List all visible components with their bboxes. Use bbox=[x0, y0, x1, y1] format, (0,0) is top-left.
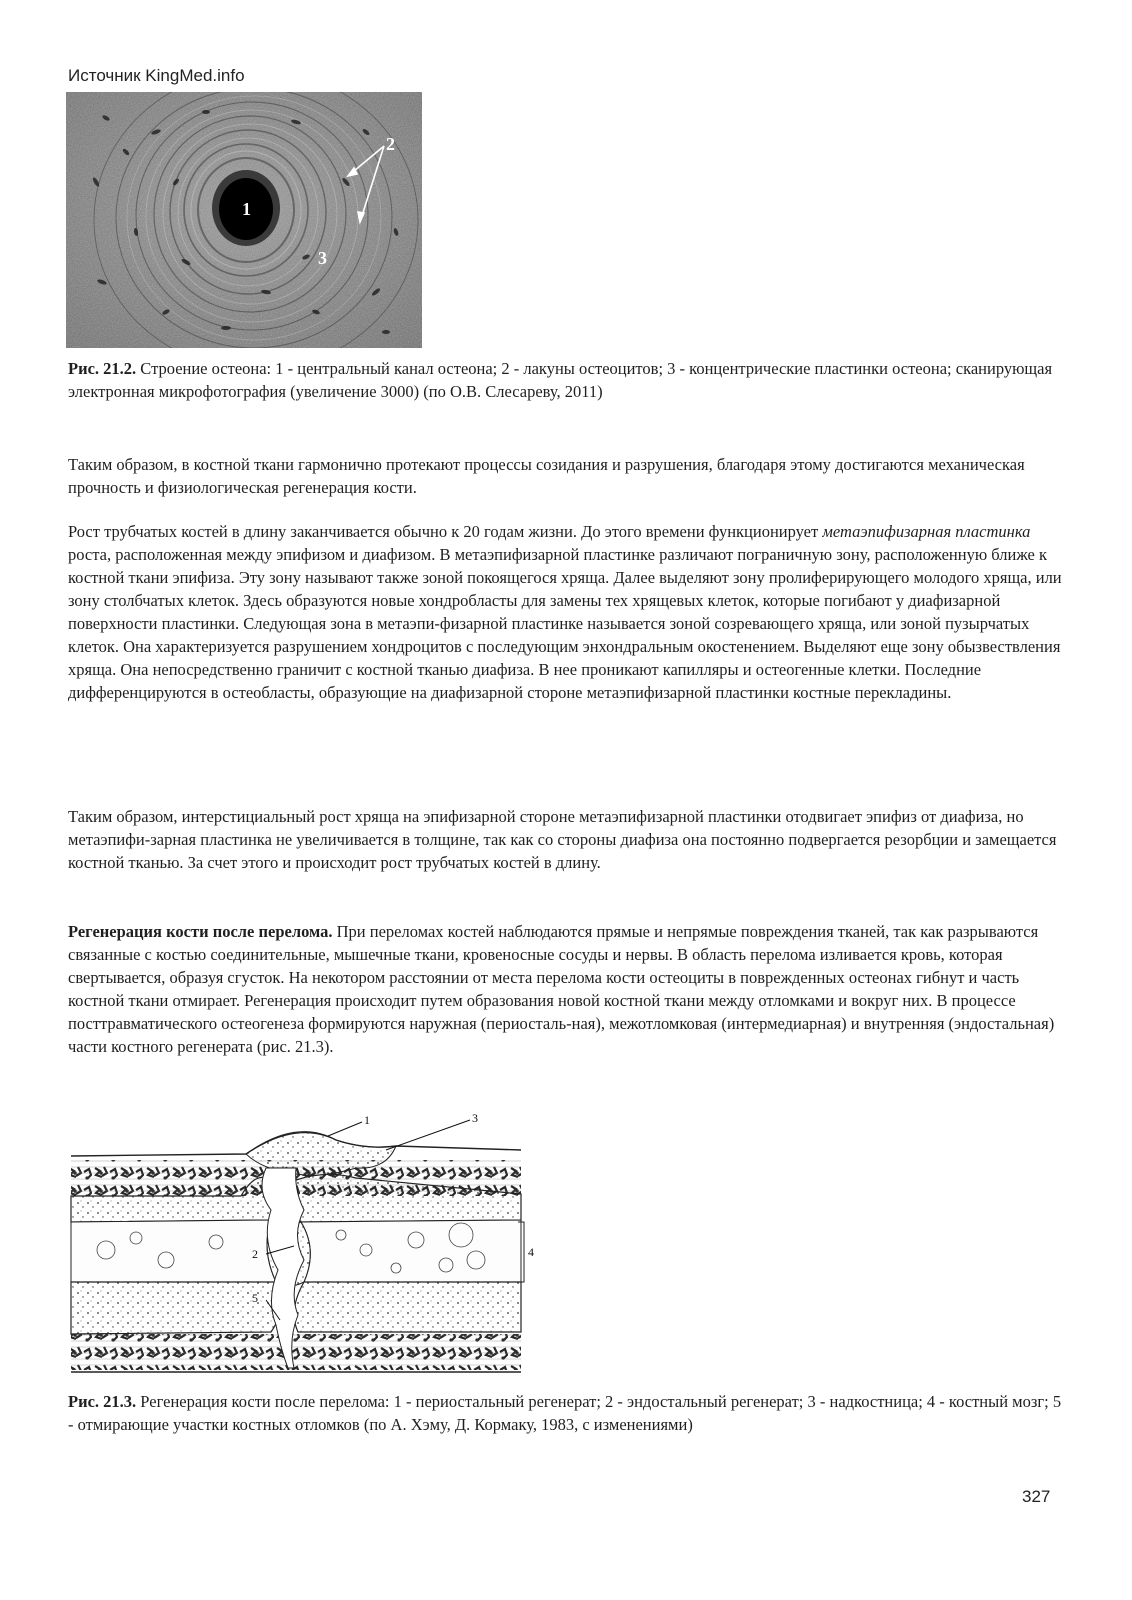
paragraph-4 bbox=[68, 920, 1068, 1058]
figure1-caption-label: Рис. 21.2. bbox=[68, 359, 137, 378]
source-header: Источник KingMed.info bbox=[68, 66, 245, 85]
fig2-label-3: 3 bbox=[472, 1111, 478, 1125]
fig2-label-1: 1 bbox=[364, 1113, 370, 1127]
osteon-micrograph bbox=[66, 92, 422, 348]
fig2-label-4: 4 bbox=[528, 1245, 534, 1259]
paragraph-4-text: При переломах костей наблюдаются прямые и непрямые повреждения тканей, так как разрываются связанные с костью соединительные, мышечные ткани, кровеносные сосуды и нервы. В область перелома изливается кровь, которая свертывается, образуя сгусток. На некотором расстоянии от места перелома кости остеоциты в поврежденных остеонах гибнут и часть костной ткани отмирает. Регенерация происходит путем образования новой костной ткани между отломками и вокруг них. В процессе посттравматического остеогенеза формируются наружная (периосталь-ная), межотломковая (интермедиарная) и внутренняя (эндостальная) части костного регенерата (рис. 21.3). bbox=[68, 922, 1055, 1056]
fig1-label-2: 2 bbox=[386, 134, 395, 154]
fracture-regeneration-drawing bbox=[66, 1110, 546, 1382]
paragraph-2-rest: роста, расположенная между эпифизом и диафизом. В метаэпифизарной пластинке различают пограничную зону, расположенную ближе к костной ткани эпифиза. Эту зону называют также зоной покоящегося хряща. Далее выделяют зону пролиферирующего молодого хряща, или зону столбчатых клеток. Здесь образуются новые хондробласты для замены тех хрящевых клеток, которые погибают у диафизарной поверхности пластинки. Следующая зона в метаэпи-физарной пластинке называется зоной созревающего хряща, или зоной пузырчатых клеток. Она характеризуется разрушением хондроцитов с последующим энхондральным окостенением. Выделяют еще зону обызвествления хряща. Она непосредственно граничит с костной тканью диафиза. В нее проникают капилляры и остеогенные клетки. Последние дифференцируются в остеобласты, образующие на диафизарной стороне метаэпифизарной пластинки костные перекладины. bbox=[68, 545, 1062, 702]
page-number: 327 bbox=[1022, 1487, 1051, 1506]
paragraph-4-heading: Регенерация кости после перелома. bbox=[68, 922, 333, 941]
fig2-label-5: 5 bbox=[252, 1291, 258, 1305]
figure2-caption-label: Рис. 21.3. bbox=[68, 1392, 137, 1411]
paragraph-2-italic-term: метаэпифизарная пластинка bbox=[822, 522, 1031, 541]
figure2-caption-text: Регенерация кости после перелома: 1 - периостальный регенерат; 2 - эндостальный регенерат; 3 - надкостница; 4 - костный мозг; 5 - отмирающие участки костных отломков (по А. Хэму, Д. Кормаку, 1983, с изменениями) bbox=[68, 1392, 1062, 1434]
figure2-caption bbox=[68, 1390, 1068, 1436]
paragraph-2 bbox=[68, 520, 1068, 704]
fig1-label-1: 1 bbox=[242, 199, 251, 219]
paragraph-1: Таким образом, в костной ткани гармонично протекают процессы созидания и разрушения, благодаря этому достигаются механическая прочность и физиологическая регенерация кости. bbox=[68, 455, 1025, 497]
fig2-label-2: 2 bbox=[252, 1247, 258, 1261]
figure1-caption-text: Строение остеона: 1 - центральный канал остеона; 2 - лакуны остеоцитов; 3 - концентрические пластинки остеона; сканирующая электронная микрофотография (увеличение 3000) (по О.В. Слесареву, 2011) bbox=[68, 359, 1053, 401]
paragraph-3: Таким образом, интерстициальный рост хряща на эпифизарной стороне метаэпифизарной пластинки отодвигает эпифиз от диафиза, но метаэпифи-зарная пластинка не увеличивается в толщине, так как со стороны диафиза она постоянно подвергается резорбции и замещается костной тканью. За счет этого и происходит рост трубчатых костей в длину. bbox=[68, 807, 1057, 872]
paragraph-2-start: Рост трубчатых костей в длину заканчивается обычно к 20 годам жизни. До этого времени функционирует bbox=[68, 522, 823, 541]
fig1-label-3: 3 bbox=[318, 248, 327, 268]
figure1-caption bbox=[68, 357, 1068, 403]
